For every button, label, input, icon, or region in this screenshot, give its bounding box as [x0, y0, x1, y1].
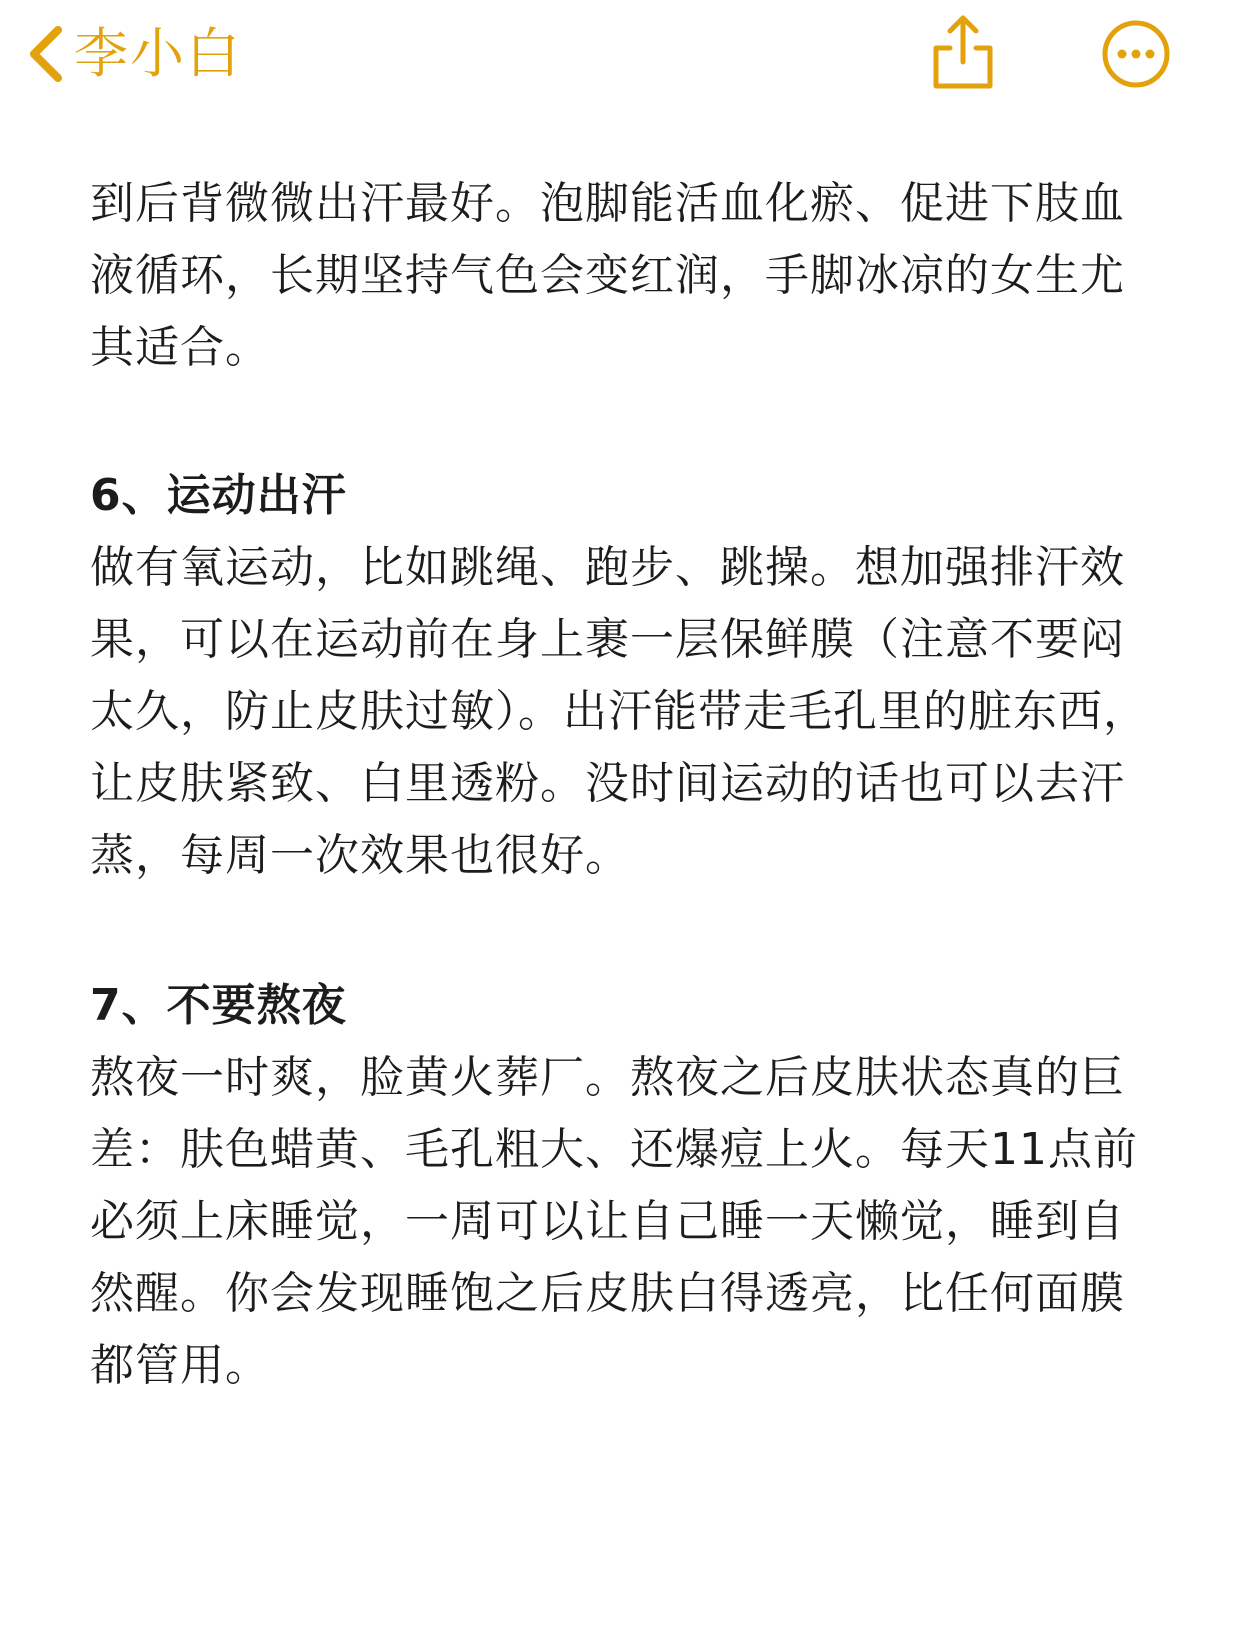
section-heading: 6、运动出汗: [90, 470, 347, 521]
section-heading: 7、不要熬夜: [90, 980, 347, 1031]
navigation-bar: [0, 0, 1236, 110]
spacer: [90, 384, 1150, 460]
back-button[interactable]: [22, 18, 242, 90]
intro-paragraph: 到后背微微出汗最好。泡脚能活血化瘀、促进下肢血液循环，长期坚持气色会变红润，手脚冰凉的女生尤其适合。: [90, 178, 1125, 373]
note-body[interactable]: [90, 168, 1150, 1402]
spacer: [90, 892, 1150, 970]
section-body: 熬夜一时爽，脸黄火葬厂。熬夜之后皮肤状态真的巨差：肤色蜡黄、毛孔粗大、还爆痘上火。每天11点前必须上床睡觉，一周可以让自己睡一天懒觉，睡到自然醒。你会发现睡饱之后皮肤白得透亮，比任何面膜都管用。: [90, 1052, 1138, 1391]
share-icon: [928, 12, 998, 92]
more-button[interactable]: [1100, 18, 1172, 90]
chevron-left-icon: [22, 22, 68, 86]
back-label: 李小白: [74, 22, 242, 85]
share-button[interactable]: [928, 12, 998, 92]
section-body: 做有氧运动，比如跳绳、跑步、跳操。想加强排汗效果，可以在运动前在身上裹一层保鲜膜（注意不要闷太久，防止皮肤过敏）。出汗能带走毛孔里的脏东西，让皮肤紧致、白里透粉。没时间运动的话也可以去汗蒸，每周一次效果也很好。: [90, 542, 1148, 881]
ellipsis-circle-icon: [1100, 18, 1172, 90]
